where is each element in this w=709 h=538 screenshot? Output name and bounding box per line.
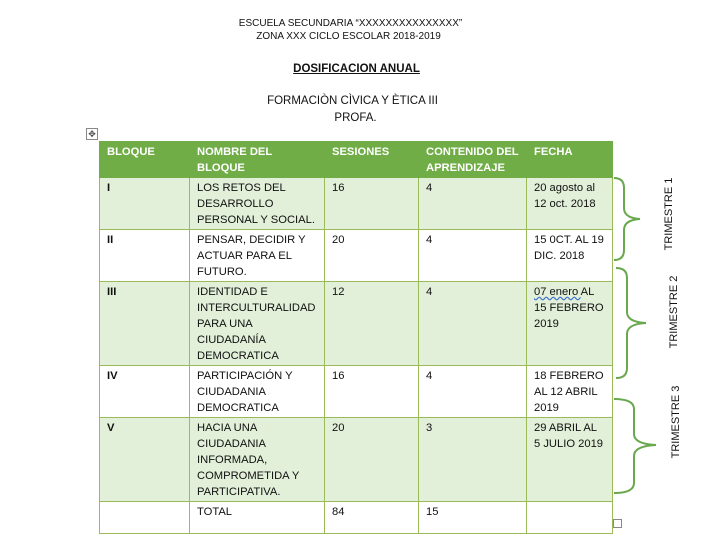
trimester-3-brace-icon [612,397,662,495]
dosification-table [99,141,613,534]
cell-sesiones[interactable]: 20 [325,230,419,282]
cell-bloque[interactable]: I [100,178,190,230]
table-row [100,230,613,282]
col-header-sesiones: SESIONES [325,142,419,178]
cell-nombre[interactable]: PENSAR, DECIDIR Y ACTUAR PARA EL FUTURO. [190,230,325,282]
table-header-row [100,142,613,178]
cell-bloque[interactable]: II [100,230,190,282]
cell-bloque[interactable]: V [100,418,190,502]
subject-name: FORMACIÒN CÌVICA Y ÈTICA III [267,95,438,107]
table-row [100,418,613,502]
table-row [100,178,613,230]
trimester-3-label: TRIMESTRE 3 [670,385,682,459]
cell-sesiones[interactable]: 12 [325,282,419,366]
zone-cycle: ZONA XXX CICLO ESCOLAR 2018-2019 [256,31,441,42]
table-row [100,366,613,418]
fecha-rest: AL 15 FEBRERO 2019 [534,286,604,330]
teacher-label: PROFA. [334,112,377,124]
col-header-nombre: NOMBRE DEL BLOQUE [190,142,325,178]
cell-bloque[interactable]: III [100,282,190,366]
cell-contenido[interactable]: 4 [419,178,527,230]
cell-total-label[interactable]: TOTAL [190,502,325,534]
cell-bloque[interactable] [100,502,190,534]
cell-fecha[interactable]: 18 FEBRERO AL 12 ABRIL 2019 [527,366,613,418]
cell-total-contenido[interactable]: 15 [419,502,527,534]
trimester-2-brace-icon [612,266,652,380]
cell-nombre[interactable]: LOS RETOS DEL DESARROLLO PERSONAL Y SOCIAL. [190,178,325,230]
school-name: ESCUELA SECUNDARIA “XXXXXXXXXXXXXXX” [238,18,463,29]
table-resize-handle[interactable] [613,519,622,528]
cell-nombre[interactable]: IDENTIDAD E INTERCULTURALIDAD PARA UNA CIUDADANÍA DEMOCRATICA [190,282,325,366]
cell-nombre[interactable]: PARTICIPACIÓN Y CIUDADANIA DEMOCRATICA [190,366,325,418]
spellcheck-marked-text: 07 enero [534,286,581,298]
cell-sesiones[interactable]: 16 [325,366,419,418]
col-header-fecha: FECHA [527,142,613,178]
table-move-handle-icon[interactable]: ✥ [86,128,98,140]
cell-sesiones[interactable]: 16 [325,178,419,230]
cell-sesiones[interactable]: 20 [325,418,419,502]
cell-fecha[interactable]: 15 0CT. AL 19 DIC. 2018 [527,230,613,282]
col-header-contenido: CONTENIDO DEL APRENDIZAJE [419,142,527,178]
table-total-row [100,502,613,534]
cell-total-sesiones[interactable]: 84 [325,502,419,534]
trimester-2-label: TRIMESTRE 2 [668,275,680,349]
cell-bloque[interactable]: IV [100,366,190,418]
document-title: DOSIFICACION ANUAL [293,63,420,75]
table-row [100,282,613,366]
cell-fecha[interactable]: 20 agosto al 12 oct. 2018 [527,178,613,230]
cell-fecha[interactable] [527,502,613,534]
cell-nombre[interactable]: HACIA UNA CIUDADANIA INFORMADA, COMPROMETIDA Y PARTICIPATIVA. [190,418,325,502]
cell-contenido[interactable]: 3 [419,418,527,502]
trimester-1-brace-icon [612,176,646,262]
cell-contenido[interactable]: 4 [419,282,527,366]
cell-fecha[interactable]: 29 ABRIL AL 5 JULIO 2019 [527,418,613,502]
cell-contenido[interactable]: 4 [419,230,527,282]
col-header-bloque: BLOQUE [100,142,190,178]
cell-contenido[interactable]: 4 [419,366,527,418]
cell-fecha[interactable] [527,282,613,366]
trimester-1-label: TRIMESTRE 1 [663,177,675,251]
